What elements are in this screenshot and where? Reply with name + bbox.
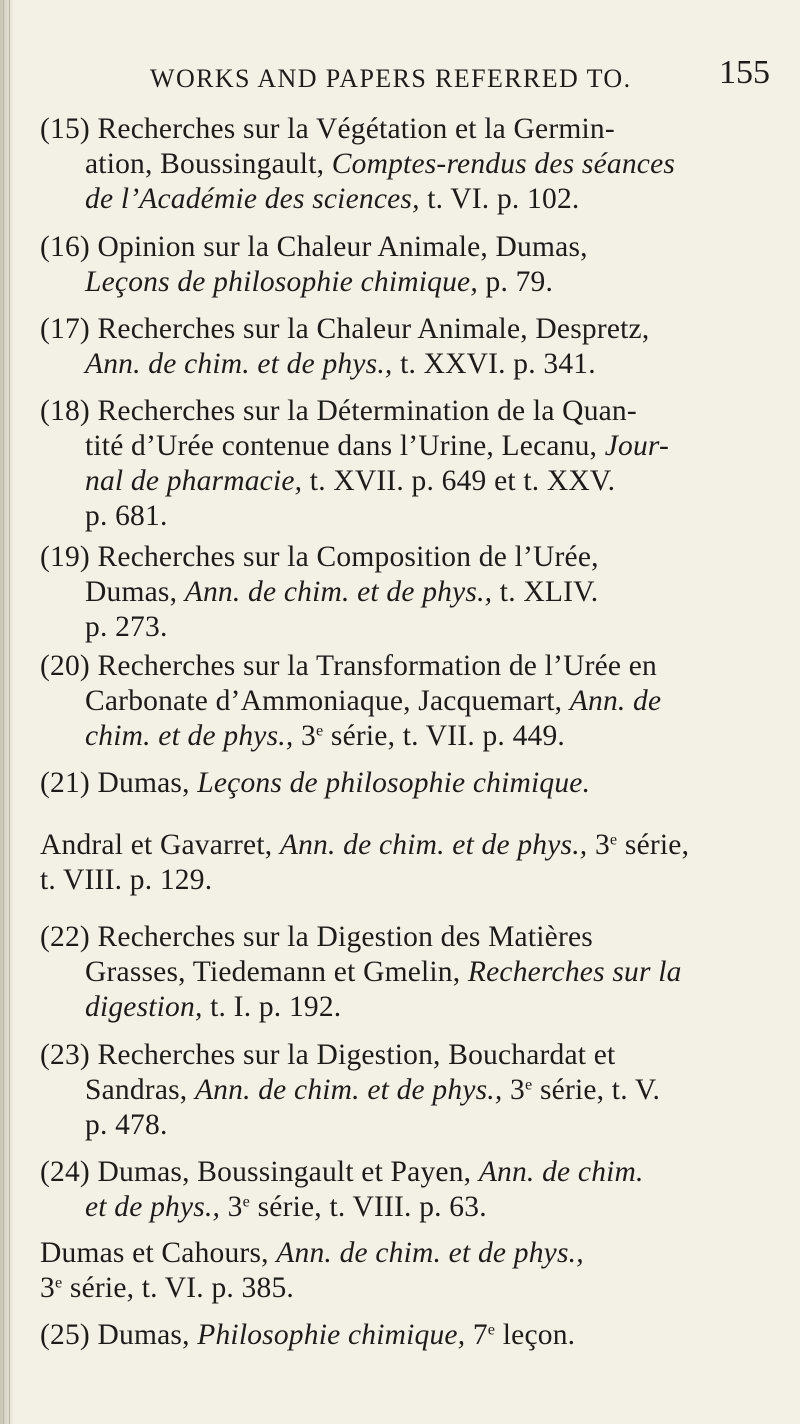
italic-title-text: et de phys., xyxy=(85,1191,221,1223)
reference-line xyxy=(85,347,770,382)
citation-text: 3 xyxy=(502,1074,525,1106)
reference-entry xyxy=(40,1318,770,1353)
reference-entry xyxy=(40,766,770,801)
citation-text: t. VIII. p. 129. xyxy=(40,864,213,896)
reference-line xyxy=(85,990,770,1025)
italic-title-text: Leçons de philosophie chimique, xyxy=(85,266,478,298)
citation-text: (21) Dumas, xyxy=(40,767,198,799)
citation-text: (24) Dumas, Boussingault et Payen, xyxy=(40,1156,479,1188)
citation-text: Carbonate d’Ammoniaque, Jacquemart, xyxy=(85,685,570,717)
italic-title-text: nal de pharmacie, xyxy=(85,465,303,497)
citation-text: série, t. VII. p. 449. xyxy=(323,720,565,752)
citation-text: p. 79. xyxy=(477,266,554,298)
italic-title-text: digestion, xyxy=(85,991,203,1023)
reference-line xyxy=(40,1236,725,1271)
citation-text: ation, Boussingault, xyxy=(85,148,332,180)
reference-line xyxy=(85,955,770,990)
reference-line xyxy=(85,719,770,754)
reference-line xyxy=(85,1073,770,1108)
running-head: WORKS AND PAPERS REFERRED TO. xyxy=(150,64,632,93)
citation-text: série, t. V. xyxy=(532,1074,661,1106)
binding-edge-line xyxy=(3,0,4,1424)
reference-line xyxy=(85,182,770,217)
reference-line xyxy=(40,649,770,684)
page-number: 155 xyxy=(719,54,770,91)
reference-line xyxy=(85,429,770,464)
ordinal-superscript: e xyxy=(524,1075,533,1094)
citation-text: série, t. VI. p. 385. xyxy=(62,1272,294,1304)
italic-title-text: de l’Académie des sciences, xyxy=(85,183,420,215)
citation-text: Andral et Gavarret, xyxy=(40,829,280,861)
reference-entry xyxy=(40,920,770,1025)
reference-line xyxy=(85,265,770,300)
italic-title-text: Ann. de chim. xyxy=(478,1156,644,1188)
citation-text: 3 xyxy=(220,1191,243,1223)
reference-line xyxy=(85,147,770,182)
italic-title-text: Ann. de xyxy=(569,685,662,717)
ordinal-superscript: e xyxy=(315,721,324,740)
citation-text: Dumas et Cahours, xyxy=(40,1237,277,1269)
italic-title-text: chim. et de phys., xyxy=(85,720,294,752)
reference-entry xyxy=(40,1155,770,1225)
citation-text: (22) Recherches sur la Digestion des Matières xyxy=(40,921,593,953)
reference-line xyxy=(40,1271,725,1306)
reference-line xyxy=(40,112,770,147)
reference-line xyxy=(40,1318,770,1353)
citation-text: p. 273. xyxy=(85,611,168,643)
citation-text: (19) Recherches sur la Composition de l’Urée, xyxy=(40,541,599,573)
ordinal-superscript: e xyxy=(609,830,618,849)
citation-text: (15) Recherches sur la Végétation et la Germin- xyxy=(40,113,615,145)
italic-title-text: Ann. de chim. et de phys., xyxy=(184,576,493,608)
citation-text: Grasses, Tiedemann et Gmelin, xyxy=(85,956,468,988)
reference-line xyxy=(85,610,770,645)
reference-line xyxy=(85,1190,770,1225)
italic-title-text: Philosophie chimique, xyxy=(197,1319,466,1351)
reference-line xyxy=(40,394,770,429)
reference-entry xyxy=(40,649,770,754)
reference-entry xyxy=(40,540,770,645)
citation-text: t. I. p. 192. xyxy=(202,991,342,1023)
citation-text: (18) Recherches sur la Détermination de la Quan- xyxy=(40,395,637,427)
italic-title-text: Recherches sur la xyxy=(467,956,682,988)
citation-text: t. VI. p. 102. xyxy=(419,183,580,215)
italic-title-text: Ann. de chim. et de phys., xyxy=(194,1074,503,1106)
citation-text: (16) Opinion sur la Chaleur Animale, Dumas, xyxy=(40,231,588,263)
reference-entry xyxy=(40,312,770,382)
reference-line xyxy=(40,766,770,801)
binding-edge-line xyxy=(9,0,10,1424)
citation-text: t. XVII. p. 649 et t. XXV. xyxy=(302,465,616,497)
citation-text: leçon. xyxy=(495,1319,576,1351)
reference-entry xyxy=(40,394,770,534)
ordinal-superscript: e xyxy=(487,1320,496,1339)
citation-text: 3 xyxy=(40,1272,55,1304)
reference-line xyxy=(40,312,770,347)
reference-line xyxy=(40,828,725,863)
italic-title-text: Ann. de chim. et de phys., xyxy=(276,1237,584,1269)
citation-text: (23) Recherches sur la Digestion, Bouchardat et xyxy=(40,1039,616,1071)
citation-text: Sandras, xyxy=(85,1074,195,1106)
reference-line xyxy=(85,1108,770,1143)
citation-text: (25) Dumas, xyxy=(40,1319,198,1351)
reference-line xyxy=(85,499,770,534)
ordinal-superscript: e xyxy=(54,1273,63,1292)
reference-entry xyxy=(40,1038,770,1143)
citation-text: série, xyxy=(617,829,690,861)
citation-text: p. 681. xyxy=(85,500,168,532)
citation-text: t. XXVI. p. 341. xyxy=(392,348,596,380)
ordinal-superscript: e xyxy=(242,1192,251,1211)
citation-text: 3 xyxy=(587,829,610,861)
italic-title-text: Comptes-rendus des séances xyxy=(331,148,676,180)
reference-line xyxy=(85,464,770,499)
citation-text: 3 xyxy=(293,720,316,752)
italic-title-text: Leçons de philosophie chimique. xyxy=(197,767,591,799)
italic-title-text: Jour- xyxy=(604,430,670,462)
italic-title-text: Ann. de chim. et de phys., xyxy=(85,348,393,380)
citation-text: Dumas, xyxy=(85,576,185,608)
citation-text: 7 xyxy=(465,1319,488,1351)
reference-line xyxy=(40,230,770,265)
reference-entry xyxy=(40,112,770,217)
reference-line xyxy=(40,920,770,955)
citation-text: tité d’Urée contenue dans l’Urine, Lecanu, xyxy=(85,430,605,462)
citation-text: (20) Recherches sur la Transformation de l’Urée en xyxy=(40,650,658,682)
reference-line xyxy=(40,540,770,575)
reference-line xyxy=(85,575,770,610)
citation-text: série, t. VIII. p. 63. xyxy=(250,1191,487,1223)
reference-line xyxy=(40,1038,770,1073)
reference-line xyxy=(40,863,725,898)
italic-title-text: Ann. de chim. et de phys., xyxy=(279,829,588,861)
citation-text: t. XLIV. xyxy=(492,576,599,608)
reference-entry xyxy=(40,230,770,300)
reference-line xyxy=(85,684,770,719)
citation-text: (17) Recherches sur la Chaleur Animale, Despretz, xyxy=(40,313,650,345)
citation-text: p. 478. xyxy=(85,1109,168,1141)
page-header xyxy=(150,52,770,102)
reference-line xyxy=(40,1155,770,1190)
reference-entry xyxy=(0,828,725,898)
reference-entry xyxy=(0,1236,725,1306)
